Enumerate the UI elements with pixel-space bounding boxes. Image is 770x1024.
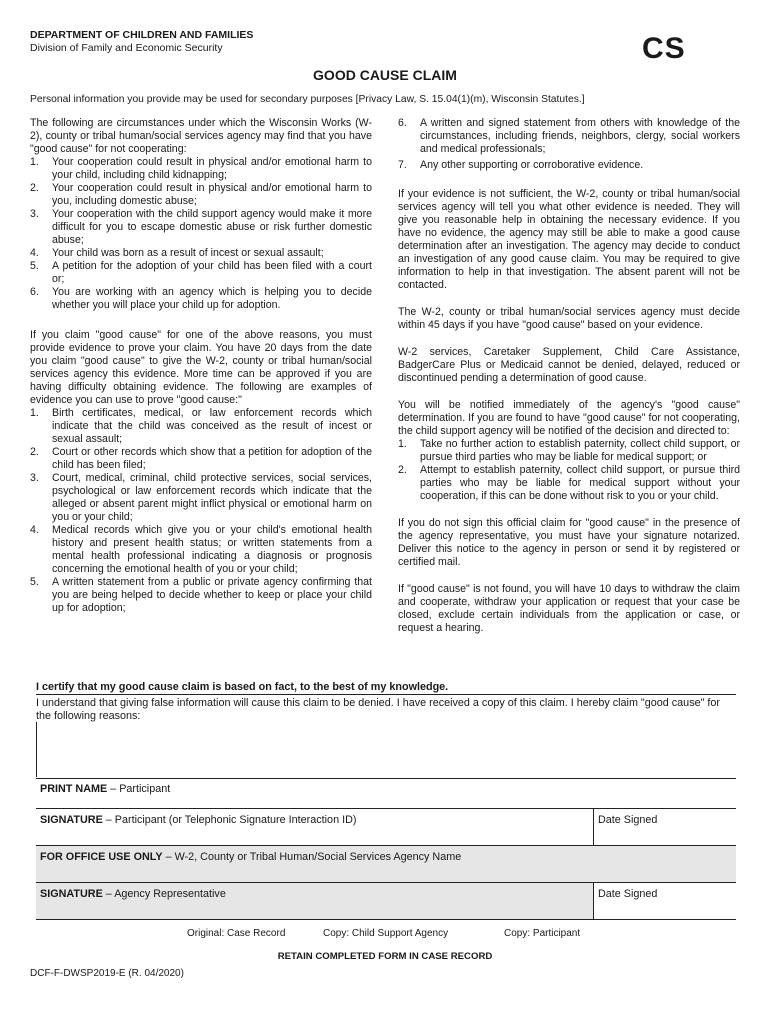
form-code: CS xyxy=(642,32,686,65)
distribution-original: Original: Case Record xyxy=(187,928,286,939)
list-item: 6. You are working with an agency which is helping you to decide whether you will place your child up for adoption. xyxy=(30,286,372,311)
list-item: 1. Birth certificates, medical, or law enforcement records which indicate that the child was conceived as the result of incest or sexual assault; xyxy=(30,407,372,445)
list-item: 7. Any other supporting or corroborative evidence. xyxy=(398,159,644,171)
distribution-copy-participant: Copy: Participant xyxy=(504,928,581,939)
circumstances-list xyxy=(30,156,372,312)
signature-notary-paragraph: If you do not sign this official claim for "good cause" in the presence of the agency representative, you must have your signature notarized. Deliver this notice to the agency in person or send it by registered or certified mail. xyxy=(398,517,740,568)
divider xyxy=(36,694,736,695)
list-item: 4. Your child was born as a result of incest or sexual assault; xyxy=(30,247,324,259)
participant-date-signed-field[interactable]: Date Signed xyxy=(593,809,736,845)
not-found-paragraph: If "good cause" is not found, you will have 10 days to withdraw the claim and cooperate, withdraw your application or request that your case be closed, exclude certain individuals from the application or case, or request a hearing. xyxy=(398,583,740,634)
notification-paragraph: You will be notified immediately of the agency's "good cause" determination. If you are found to have "good cause" for not cooperating, the child support agency will be notified of the decision and directed to: xyxy=(398,399,740,437)
directed-list xyxy=(398,438,740,503)
certification-statement: I certify that my good cause claim is based on fact, to the best of my knowledge. xyxy=(36,681,449,693)
list-item: 2. Attempt to establish paternity, collect child support, or pursue third parties who may be liable for medical support without your cooperation, if this can be done without risk to you or your child. xyxy=(398,464,740,502)
circumstances-intro: The following are circumstances under which the Wisconsin Works (W-2), county or tribal human/social services agency may find that you have "good cause" for not cooperating: xyxy=(30,117,372,155)
list-item: 4. Medical records which give you or your child's emotional health history and present health status; or written statements from a mental health professional indicating a diagnosis or prognosis concerning the emotional health of you or your child; xyxy=(30,524,372,575)
agency-signature-field[interactable]: SIGNATURE – Agency Representative Date Signed xyxy=(36,883,736,920)
decision-deadline-paragraph: The W-2, county or tribal human/social services agency must decide within 45 days if you have "good cause" based on your evidence. xyxy=(398,306,740,331)
list-item: 2. Your cooperation could result in physical and/or emotional harm to you, including domestic abuse; xyxy=(30,182,372,207)
list-item: 3. Court, medical, criminal, child protective services, social services, psychological or law enforcement records which indicate that the alleged or absent parent might inflict physical or emotional harm on you or your child; xyxy=(30,472,372,523)
list-item: 1. Take no further action to establish paternity, collect child support, or pursue third parties who may be liable for medical support; or xyxy=(398,438,740,463)
list-item: 6. A written and signed statement from others with knowledge of the circumstances, including friends, neighbors, clergy, social workers and medical professionals; xyxy=(398,117,740,155)
insufficient-evidence-paragraph: If your evidence is not sufficient, the W-2, county or tribal human/social services agency will tell you what other evidence is needed. They will give you reasonable help in obtaining the necessary evidence. If you have no evidence, the agency may still be able to make a good cause determination after an investigation. The agency may decide to conduct an investigation of any good cause claim. You may be required to give information to help in that investigation. The absent parent will not be contacted. xyxy=(398,188,740,291)
list-item: 3. Your cooperation with the child support agency would make it more difficult for you to escape domestic abuse or risk further domestic abuse; xyxy=(30,208,372,246)
evidence-list-continued xyxy=(398,117,740,172)
retain-notice: RETAIN COMPLETED FORM IN CASE RECORD xyxy=(277,951,493,962)
understanding-statement: I understand that giving false information will cause this claim to be denied. I have received a copy of this claim. I hereby claim "good cause" for the following reasons: xyxy=(36,697,721,722)
evidence-intro: If you claim "good cause" for one of the above reasons, you must provide evidence to prove your claim. You have 20 days from the date you claim "good cause" to give the W-2, county or tribal human/social services agency this evidence. More time can be approved if you are having difficulty obtaining evidence. The following are examples of evidence you can use to prove "good cause:" xyxy=(30,329,372,406)
list-item: 5. A written statement from a public or private agency confirming that you are being helped to decide whether to keep or place your child up for adoption; xyxy=(30,576,372,614)
evidence-list xyxy=(30,407,372,615)
distribution-copy-csa: Copy: Child Support Agency xyxy=(323,928,449,939)
right-column xyxy=(398,117,740,635)
list-item: 5. A petition for the adoption of your child has been filed with a court or; xyxy=(30,260,372,285)
agency-name-field[interactable]: FOR OFFICE USE ONLY – W-2, County or Tribal Human/Social Services Agency Name xyxy=(36,846,736,883)
department-name: DEPARTMENT OF CHILDREN AND FAMILIES xyxy=(30,29,254,41)
participant-signature-field[interactable]: SIGNATURE – Participant (or Telephonic Signature Interaction ID) Date Signed xyxy=(36,809,736,846)
privacy-notice: Personal information you provide may be used for secondary purposes [Privacy Law, S. 15.04(1)(m), Wisconsin Statutes.] xyxy=(30,94,585,105)
list-item: 1. Your cooperation could result in physical and/or emotional harm to your child, including child kidnapping; xyxy=(30,156,372,181)
agency-date-signed-field[interactable]: Date Signed xyxy=(593,883,736,919)
page-title: GOOD CAUSE CLAIM xyxy=(313,67,457,83)
list-item: 2. Court or other records which show that a petition for adoption of the child has been filed; xyxy=(30,446,372,471)
form-number: DCF-F-DWSP2019-E (R. 04/2020) xyxy=(30,968,184,979)
left-column xyxy=(30,117,372,615)
reasons-text-area[interactable] xyxy=(36,722,737,777)
print-name-field[interactable]: PRINT NAME – Participant xyxy=(36,778,736,809)
division-name: Division of Family and Economic Security xyxy=(30,42,223,54)
services-paragraph: W-2 services, Caretaker Supplement, Child Care Assistance, BadgerCare Plus or Medicaid cannot be denied, delayed, reduced or discontinued pending a determination of good cause. xyxy=(398,346,740,384)
